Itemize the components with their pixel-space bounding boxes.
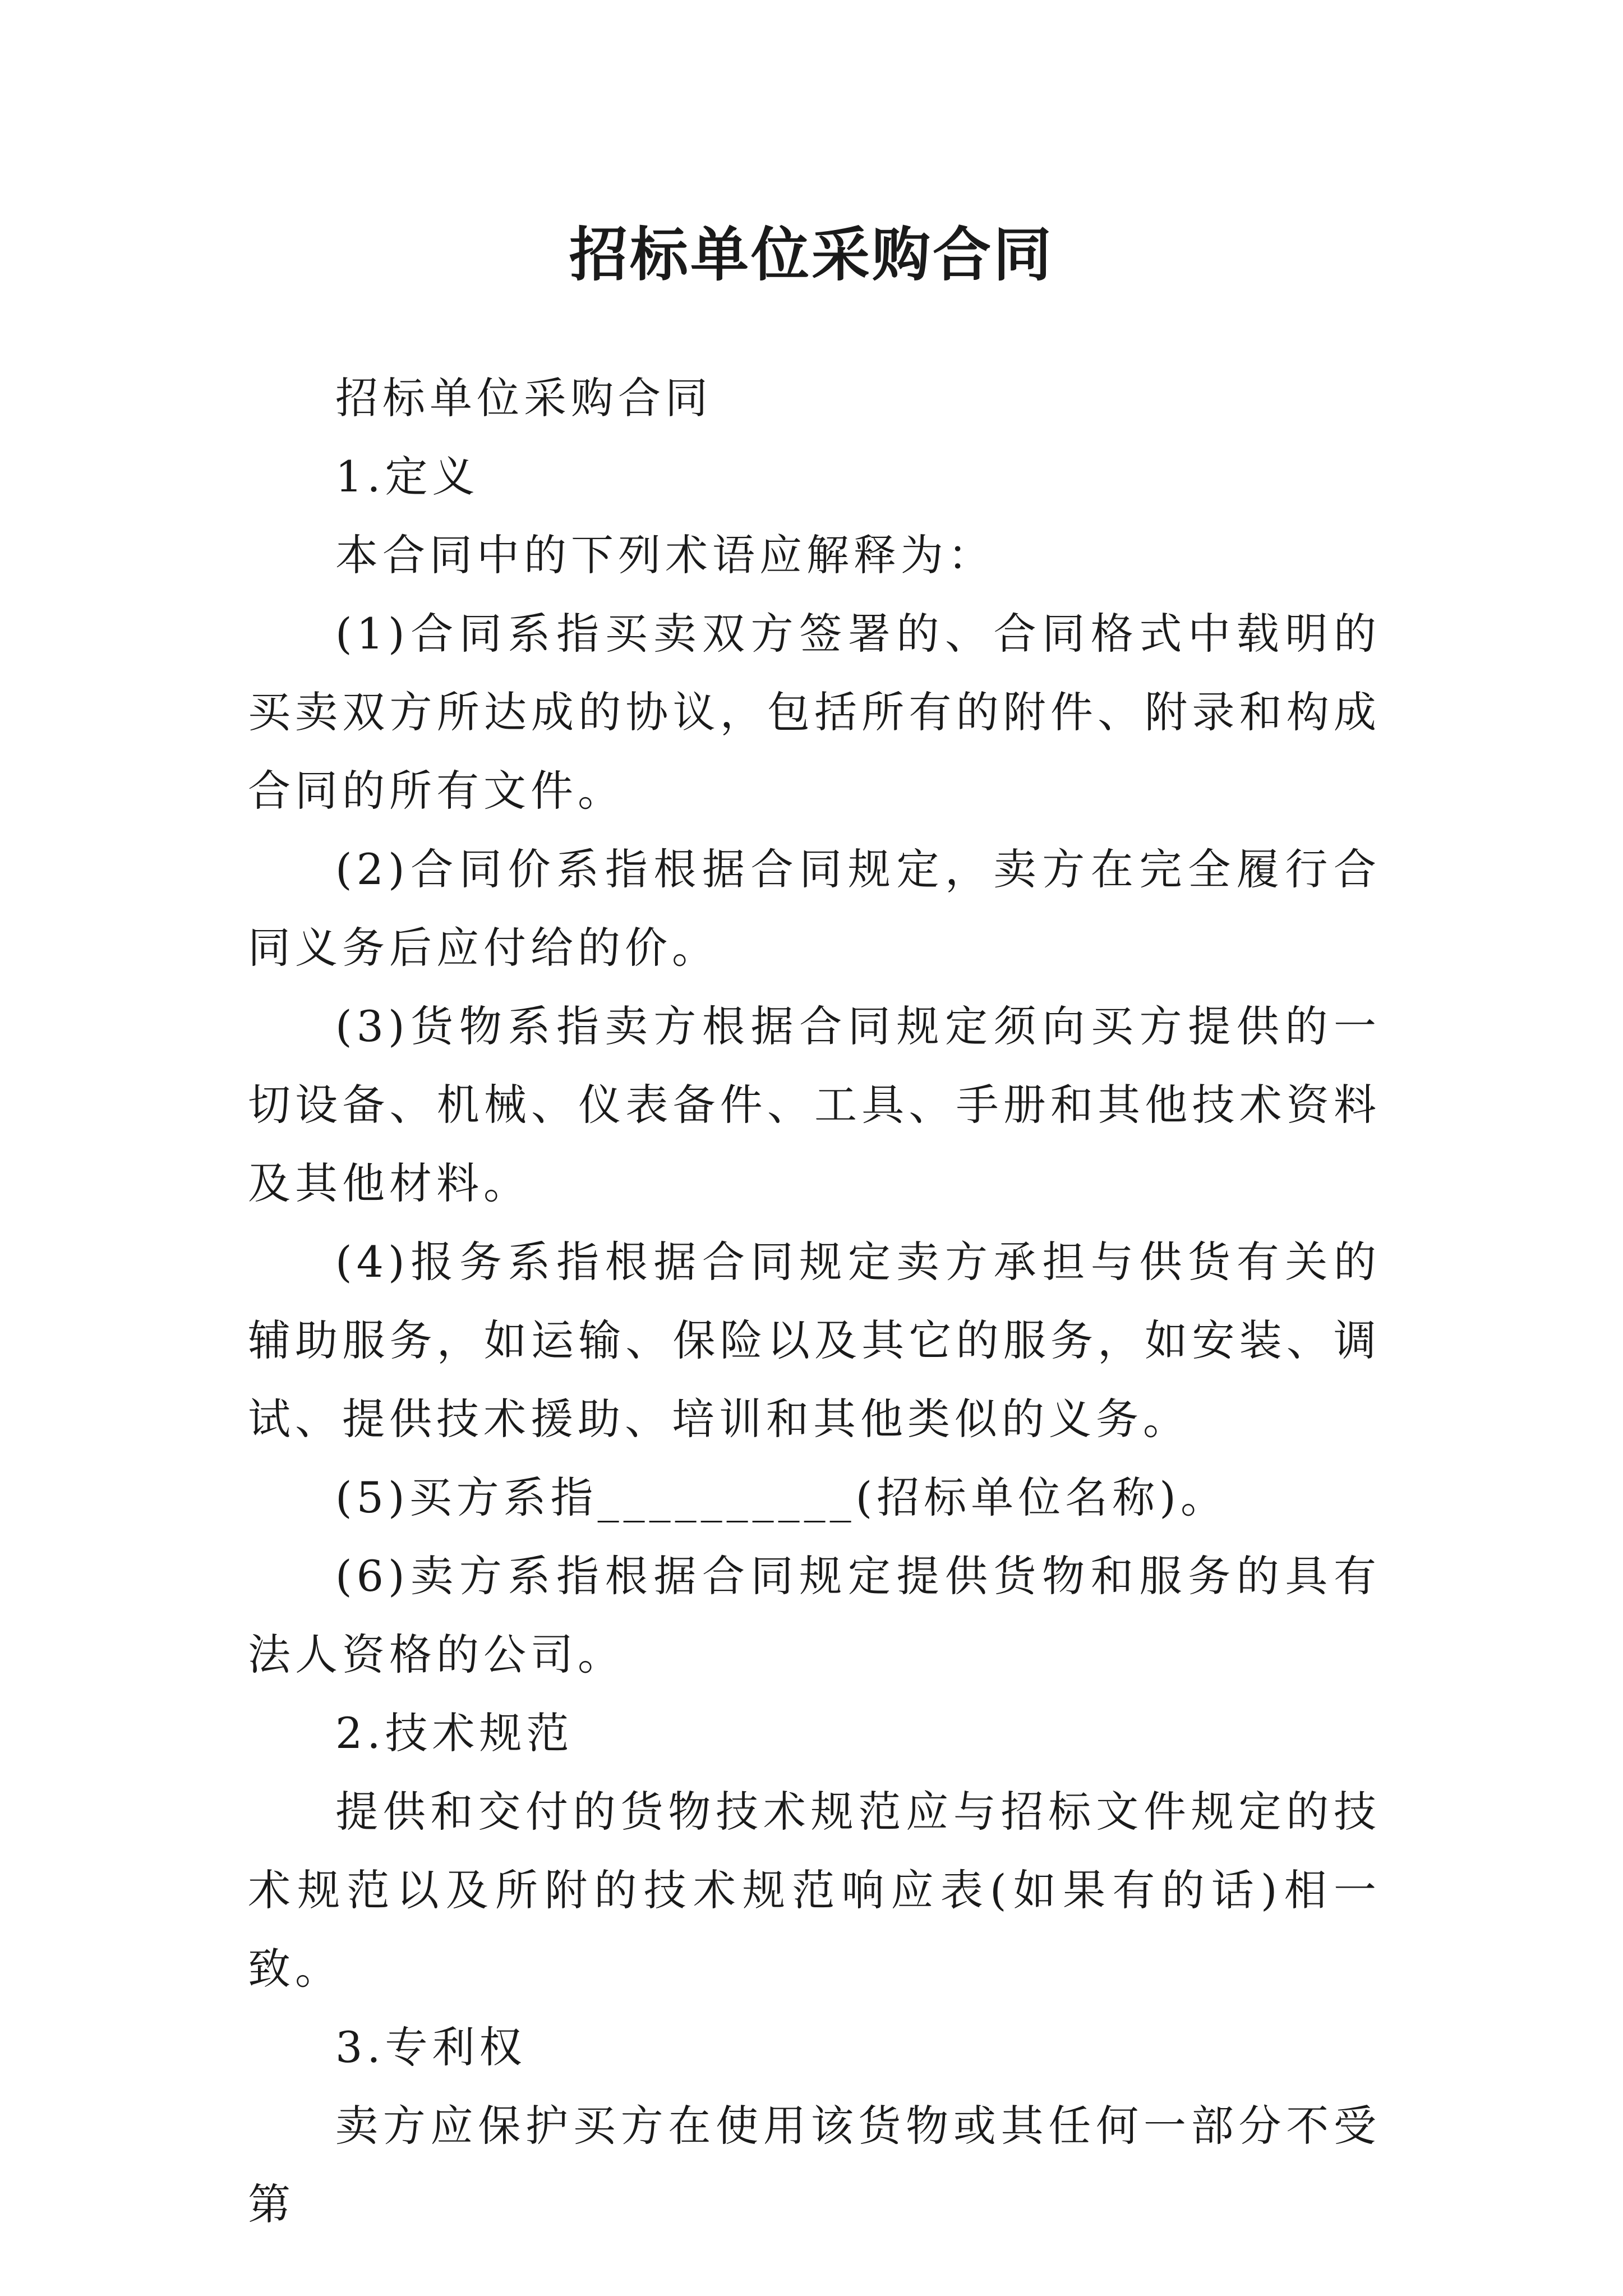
paragraph: 卖方应保护买方在使用该货物或其任何一部分不受第 [248, 2101, 1381, 2229]
definition-item: (3)货物系指卖方根据合同规定须向买方提供的一切设备、机械、仪表备件、工具、手册和其他技术资料及其他材料。 [248, 1001, 1381, 1208]
definition-item: (1)合同系指买卖双方签署的、合同格式中载明的买卖双方所达成的协议，包括所有的附件、附录和构成合同的所有文件。 [248, 609, 1381, 816]
section-heading-patent: 3.专利权 [335, 2022, 527, 2072]
definition-item: (6)卖方系指根据合同规定提供货物和服务的具有法人资格的公司。 [248, 1551, 1381, 1680]
definition-item: (5)买方系指__________(招标单位名称)。 [335, 1473, 1228, 1522]
section-heading-definitions: 1.定义 [335, 452, 479, 501]
document-body [248, 359, 1381, 2244]
definition-item: (4)报务系指根据合同规定卖方承担与供货有关的辅助服务，如运输、保险以及其它的服务，如安装、调试、提供技术援助、培训和其他类似的义务。 [248, 1237, 1381, 1444]
paragraph: 提供和交付的货物技术规范应与招标文件规定的技术规范以及所附的技术规范响应表(如果有的话)相一致。 [248, 1787, 1381, 1994]
document-title: 招标单位采购合同 [569, 220, 1054, 289]
definition-item: (2)合同价系指根据合同规定，卖方在完全履行合同义务后应付给的价。 [248, 844, 1381, 973]
paragraph: 本合同中的下列术语应解释为： [335, 530, 995, 580]
section-heading-technical-specs: 2.技术规范 [335, 1708, 574, 1758]
paragraph-heading: 招标单位采购合同 [335, 373, 712, 423]
